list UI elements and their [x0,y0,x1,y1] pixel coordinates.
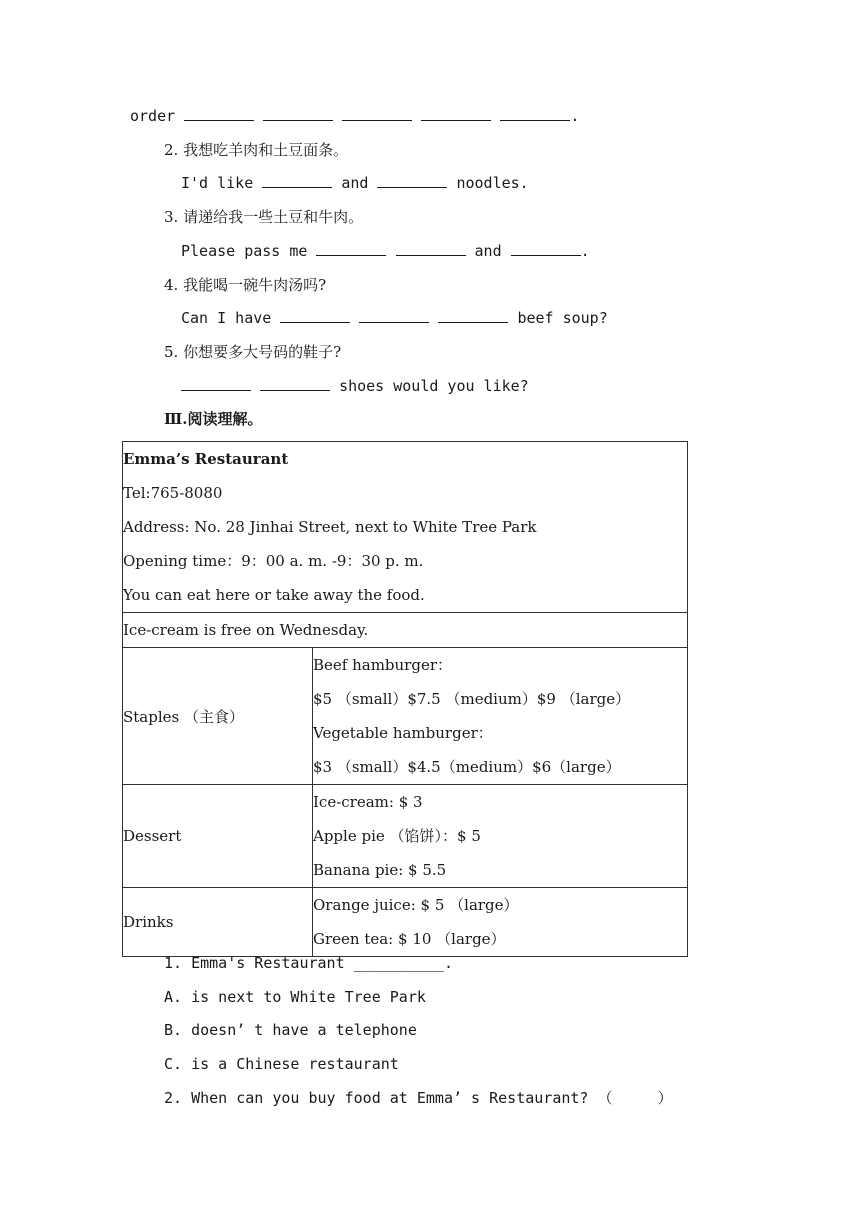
english-text: and [474,242,502,260]
english-text: beef soup? [517,309,608,327]
free-note: Ice-cream is free on Wednesday. [123,621,369,639]
staples-line: $5 （small）$7.5 （medium）$9 （large） [313,690,631,708]
blank[interactable] [316,241,386,256]
order-prefix: order [130,107,176,125]
restaurant-info-cell [123,442,688,613]
dessert-items-cell [313,785,688,888]
restaurant-name: Emma’s Restaurant [123,450,289,468]
blank[interactable] [396,241,466,256]
question-4-chinese [164,275,326,295]
staples-line: Vegetable hamburger： [313,724,493,742]
blank[interactable] [263,106,333,121]
punctuation: . [580,242,590,260]
question-4-english [181,308,608,328]
drinks-items-cell [313,888,688,957]
english-text: shoes would you like? [339,377,529,395]
blank[interactable] [260,376,330,391]
restaurant-tel: Tel:765-8080 [123,484,223,502]
question-3-english [181,241,590,261]
question-2-chinese [164,140,348,160]
free-row [123,613,688,648]
drinks-line: Green tea: $ 10 （large） [313,930,506,948]
question-number: 3. [164,208,179,226]
question-number: 2. [164,141,179,159]
blank[interactable] [280,308,350,323]
answer-line-order [130,106,579,126]
chinese-prompt: 我能喝一碗牛肉汤吗? [183,276,327,294]
section-heading: Ⅲ.阅读理解。 [164,410,263,428]
staples-label-cell [123,648,313,785]
reading-question-1: 1. Emma's Restaurant __________. [164,954,453,972]
header-row [123,442,688,613]
option-c: C. is a Chinese restaurant [164,1055,399,1073]
question-number: 4. [164,276,179,294]
staples-line: Beef hamburger： [313,656,453,674]
blank[interactable] [181,376,251,391]
drinks-row [123,888,688,957]
chinese-prompt: 你想要多大号码的鞋子? [183,343,342,361]
blank[interactable] [500,106,570,121]
english-text: Can I have [181,309,272,327]
question-5-english [181,376,529,396]
punctuation: . [570,107,580,125]
chinese-prompt: 请递给我一些土豆和牛肉。 [183,208,364,226]
dessert-line: Banana pie: $ 5.5 [313,861,447,879]
question-number: 5. [164,343,179,361]
staples-label: Staples （主食） [123,707,244,726]
dessert-line: Apple pie （馅饼）：$ 5 [313,827,481,845]
blank[interactable] [342,106,412,121]
drinks-line: Orange juice: $ 5 （large） [313,896,519,914]
blank[interactable] [421,106,491,121]
restaurant-eat: You can eat here or take away the food. [123,586,425,604]
question-2-english [181,173,529,193]
restaurant-table [122,441,688,957]
question-3-chinese [164,207,363,227]
drinks-label: Drinks [123,913,174,931]
drinks-label-cell [123,888,313,957]
free-cell [123,613,688,648]
english-text: and [341,174,369,192]
blank[interactable] [377,173,447,188]
english-text: I'd like [181,174,254,192]
question-5-chinese [164,342,341,362]
restaurant-opening: Opening time：9：00 a. m. -9：30 p. m. [123,552,424,570]
dessert-line: Ice-cream: $ 3 [313,793,423,811]
english-text: noodles. [456,174,529,192]
blank[interactable] [359,308,429,323]
blank[interactable] [438,308,508,323]
restaurant-address: Address: No. 28 Jinhai Street, next to White Tree Park [123,518,537,536]
english-text: Please pass me [181,242,308,260]
dessert-label: Dessert [123,827,182,845]
chinese-prompt: 我想吃羊肉和土豆面条。 [183,141,349,159]
dessert-label-cell [123,785,313,888]
option-b: B. doesn’ t have a telephone [164,1021,417,1039]
reading-question-2: 2. When can you buy food at Emma’ s Restaurant? （ ） [164,1089,673,1107]
dessert-row [123,785,688,888]
blank[interactable] [184,106,254,121]
staples-line: $3 （small）$4.5（medium）$6（large） [313,758,621,776]
blank[interactable] [511,241,581,256]
staples-row [123,648,688,785]
option-a: A. is next to White Tree Park [164,988,426,1006]
staples-items-cell [313,648,688,785]
blank[interactable] [262,173,332,188]
